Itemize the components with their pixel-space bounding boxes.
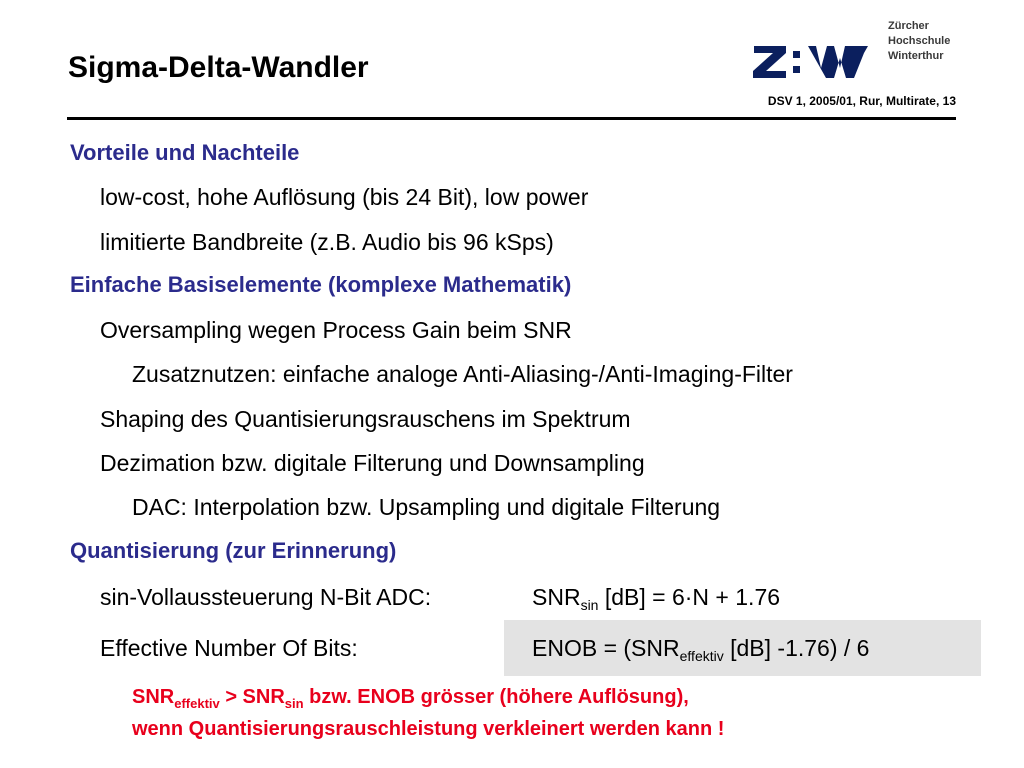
- list-item: limitierte Bandbreite (z.B. Audio bis 96 kSps): [100, 229, 554, 255]
- section-heading-quantisierung: Quantisierung (zur Erinnerung): [70, 538, 397, 563]
- list-item: Oversampling wegen Process Gain beim SNR: [100, 317, 572, 343]
- red-note-line-1: $SNR_{effektiv} > SNR_{sin}$ bzw. ENOB grösser (höhere Auflösung),: [132, 686, 689, 711]
- list-item: Shaping des Quantisierungsrauschens im Spektrum: [100, 406, 631, 432]
- list-item: DAC: Interpolation bzw. Upsampling und digitale Filterung: [132, 494, 721, 520]
- list-item: sin-Vollaussteuerung N-Bit ADC:: [100, 584, 432, 610]
- section-heading-basiselemente: Einfache Basiselemente (komplexe Mathematik): [70, 272, 572, 297]
- slide-reference: DSV 1, 2005/01, Rur, Multirate, 13: [767, 94, 956, 108]
- snr-formula: $SNR_{sin}$ [dB] = 6·N + 1.76: [532, 584, 781, 613]
- list-item: Zusatznutzen: einfache analoge Anti-Aliasing-/Anti-Imaging-Filter: [132, 361, 793, 387]
- list-item: low-cost, hohe Auflösung (bis 24 Bit), low power: [100, 184, 589, 210]
- institution-name: Zürcher Hochschule Winterthur: [888, 20, 951, 62]
- section-heading-vorteile: Vorteile und Nachteile: [70, 140, 300, 165]
- zhw-logo: [752, 44, 870, 85]
- enob-formula: ENOB = ($SNR_{effektiv}$ [dB] -1.76) / 6: [532, 635, 870, 664]
- title-divider: [67, 117, 956, 120]
- slide-title: Sigma-Delta-Wandler: [68, 51, 369, 84]
- list-item: Dezimation bzw. digitale Filterung und Downsampling: [100, 450, 645, 476]
- list-item: Effective Number Of Bits:: [100, 635, 358, 661]
- red-note-line-2: wenn Quantisierungsrauschleistung verkleinert werden kann !: [132, 718, 725, 740]
